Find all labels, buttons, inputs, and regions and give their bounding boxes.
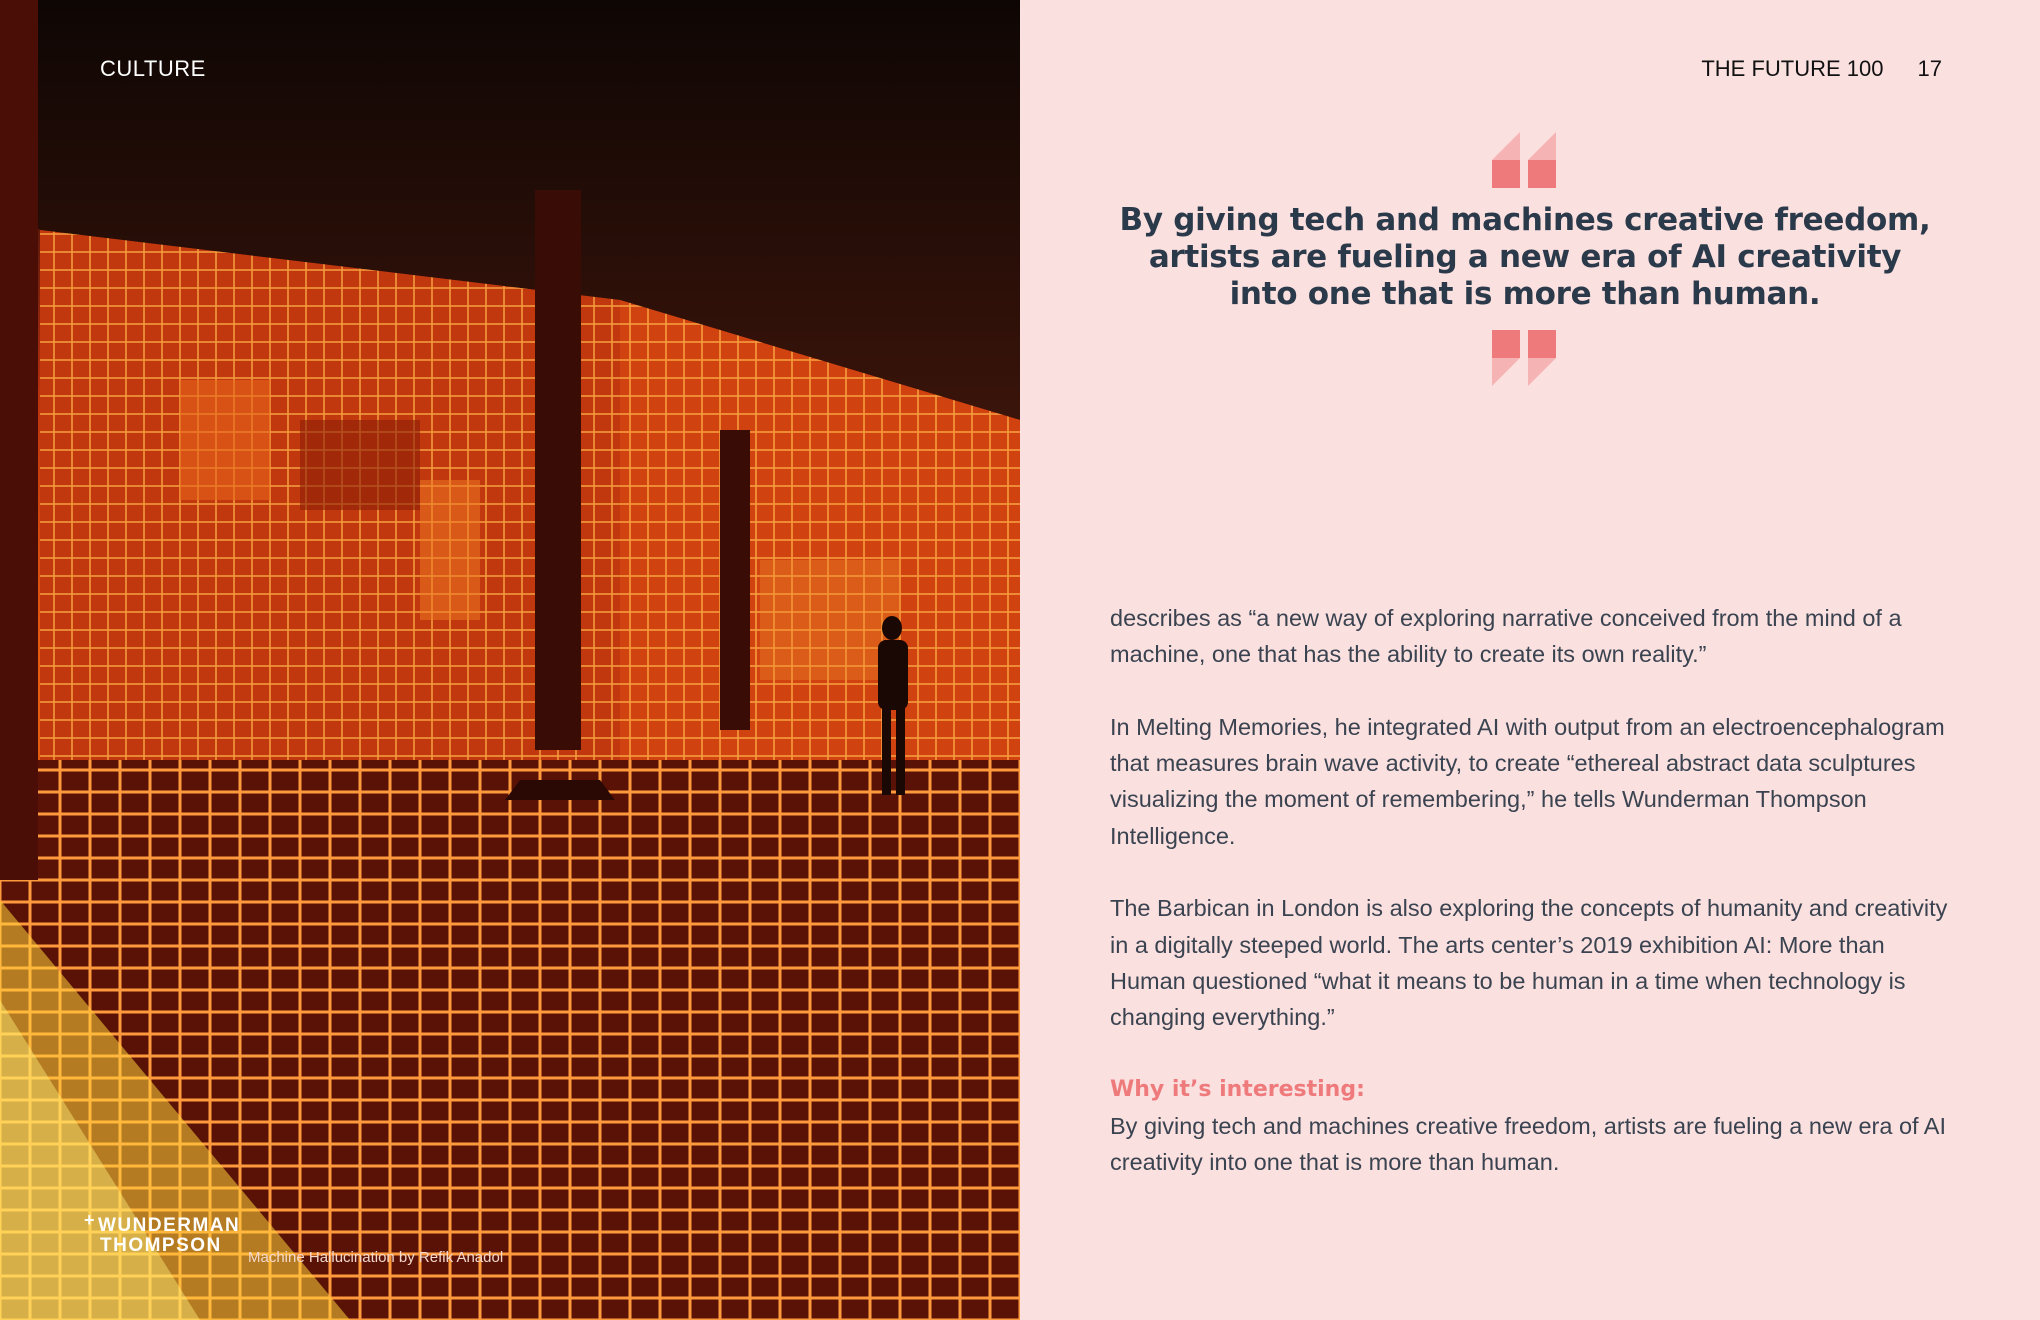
plus-icon: +	[84, 1210, 97, 1230]
why-interesting-heading: Why it’s interesting:	[1110, 1076, 1365, 1102]
body-paragraph: The Barbican in London is also exploring the concepts of humanity and creativity in a digitally steeped world. The arts center’s 2019 exhibition AI: More than Human questioned “what it means to be human in a time when technology is changing everything.”	[1110, 895, 1948, 1031]
why-interesting-text: By giving tech and machines creative freedom, artists are fueling a new era of AI creativity into one that is more than human.	[1110, 1113, 1946, 1176]
pull-quote: By giving tech and machines creative freedom, artists are fueling a new era of AI creativity into one that is more than human.	[1119, 202, 1931, 312]
publication-title: THE FUTURE 100	[1701, 56, 1884, 81]
photo-caption: Machine Hallucination by Refik Anadol	[248, 1249, 504, 1266]
logo-line-2: THOMPSON	[100, 1235, 222, 1256]
open-quote-icon	[1492, 132, 1558, 190]
page-header	[1701, 56, 1942, 82]
logo-line-1: WUNDERMAN	[98, 1215, 241, 1236]
section-label: CULTURE	[100, 56, 206, 81]
page-number: 17	[1917, 56, 1942, 81]
close-quote-icon	[1492, 330, 1558, 388]
article-body	[1110, 600, 1950, 1181]
why-interesting-section	[1110, 1072, 1950, 1181]
brand-logo	[84, 1210, 241, 1256]
body-paragraph: describes as “a new way of exploring narrative conceived from the mind of a machine, one that has the ability to create its own reality.”	[1110, 605, 1902, 668]
body-paragraph: In Melting Memories, he integrated AI with output from an electroencephalogram that measures brain wave activity, to create “ethereal abstract data sculptures visualizing the moment of remembering,” he tells Wunderman Thompson Intelligence.	[1110, 713, 1945, 849]
